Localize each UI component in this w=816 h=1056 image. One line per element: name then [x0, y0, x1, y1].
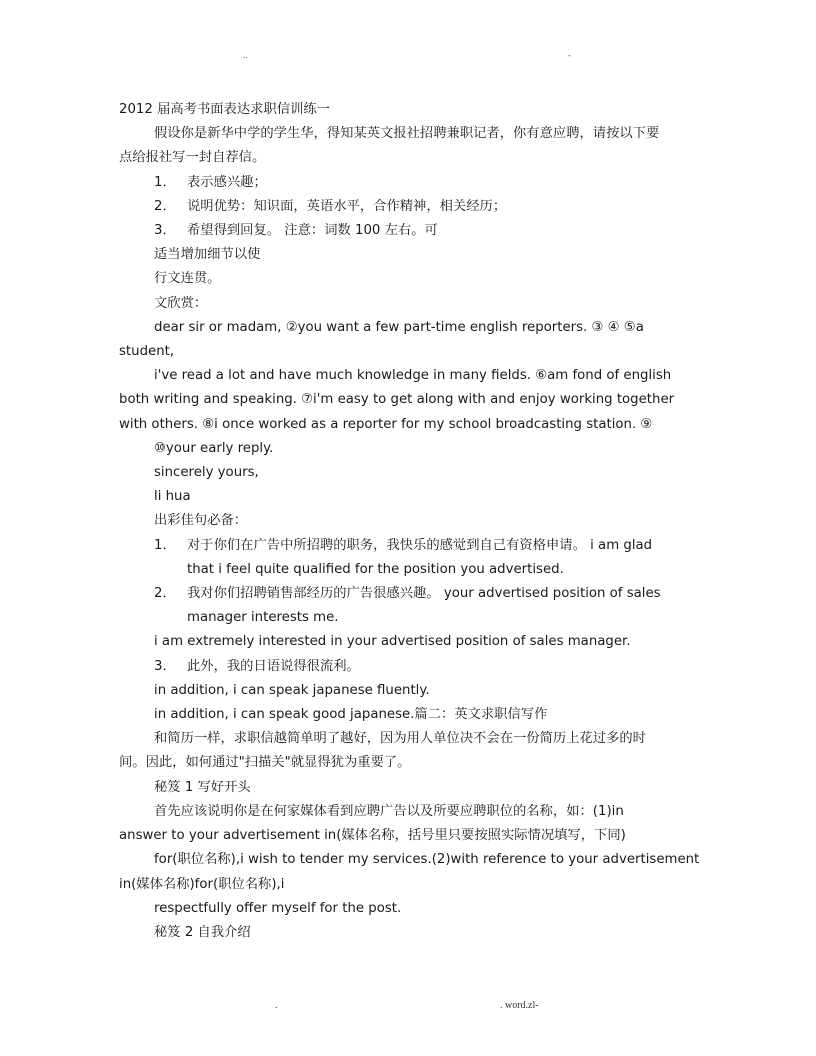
- item-text: 说明优势：知识面，英语水平，合作精神，相关经历；: [187, 198, 507, 214]
- intro-line-2: 点给报社写一封自荐信。: [119, 150, 266, 166]
- item-text: 此外，我的日语说得很流利。: [187, 658, 360, 674]
- tip-line: answer to your advertisement in(媒体名称，括号里只要按照实际情况填写，下同): [119, 828, 626, 844]
- item-text: 我对你们招聘销售部经历的广告很感兴趣。 your advertised position of sales: [187, 586, 661, 602]
- phrase-item: [119, 655, 709, 679]
- tip-heading: 秘笈 2 自我介绍: [154, 924, 251, 940]
- item-text: 对于你们在广告中所招聘的职务，我快乐的感觉到自己有资格申请。 i am glad: [187, 537, 653, 553]
- tip-heading: 秘笈 1 写好开头: [154, 779, 251, 795]
- tip-line: for(职位名称),i wish to tender my services.(2)with reference to your advertisement: [154, 852, 700, 868]
- item-number: 3．: [154, 223, 176, 239]
- model-line: both writing and speaking. ⑦i'm easy to get along with and enjoy working together: [119, 392, 675, 408]
- model-line: with others. ⑧i once worked as a reporter for my school broadcasting station. ⑨: [119, 416, 653, 432]
- model-line: ⑩your early reply.: [154, 440, 274, 456]
- model-line: dear sir or madam, ②you want a few part-time english reporters. ③ ④ ⑤a: [154, 319, 644, 335]
- footer-right-text: . word.zl-: [500, 1000, 539, 1011]
- requirement-item: [119, 171, 709, 195]
- requirement-continuation: 适当增加细节以使: [154, 247, 261, 263]
- phrase-alt: i am extremely interested in your advertised position of sales manager.: [154, 634, 631, 650]
- requirement-continuation: 行文连贯。: [154, 271, 221, 287]
- intro-line-1: 假设你是新华中学的学生华，得知某英文报社招聘兼职记者，你有意应聘，请按以下要: [154, 126, 660, 142]
- item-text: 希望得到回复。 注意：词数 100 左右。可: [187, 223, 438, 239]
- requirement-item: [119, 219, 709, 243]
- phrase-english: in addition, i can speak japanese fluently.: [154, 682, 430, 698]
- header-left-mark: ..: [243, 50, 248, 60]
- phrase-item-continuation: manager interests me.: [187, 610, 339, 626]
- model-line: li hua: [154, 489, 191, 505]
- phrase-item: [119, 534, 709, 558]
- item-number: 1．: [154, 174, 176, 190]
- paragraph-line: 和简历一样，求职信越简单明了越好，因为用人单位决不会在一份简历上花过多的时: [154, 731, 646, 747]
- model-essay-label: 文欣赏：: [154, 295, 208, 311]
- document-title: 2012 届高考书面表达求职信训练一: [119, 102, 330, 117]
- tip-line: in(媒体名称)for(职位名称),i: [119, 876, 285, 892]
- footer-left-mark: .: [275, 1000, 278, 1011]
- phrase-english: in addition, i can speak good japanese.篇二：英文求职信写作: [154, 707, 548, 723]
- item-number: 2．: [154, 586, 176, 602]
- phrase-item-continuation: that i feel quite qualified for the position you advertised.: [187, 561, 564, 577]
- tip-line: 首先应该说明你是在何家媒体看到应聘广告以及所要应聘职位的名称，如：(1)in: [154, 803, 624, 819]
- model-line: sincerely yours,: [154, 465, 259, 481]
- item-number: 1．: [154, 537, 176, 553]
- item-number: 2．: [154, 198, 176, 214]
- requirement-item: [119, 195, 709, 219]
- item-number: 3．: [154, 658, 176, 674]
- phrase-item: [119, 582, 709, 606]
- document-body: [119, 98, 709, 945]
- model-line: i've read a lot and have much knowledge in many fields. ⑥am fond of english: [154, 368, 672, 384]
- tip-line: respectfully offer myself for the post.: [154, 900, 402, 916]
- item-text: 表示感兴趣；: [187, 174, 267, 190]
- phrases-label: 出彩佳句必备：: [154, 513, 248, 529]
- model-line: student,: [119, 344, 175, 360]
- paragraph-line: 间。因此，如何通过"扫描关"就显得犹为重要了。: [119, 755, 411, 771]
- header-right-mark: -: [568, 50, 571, 60]
